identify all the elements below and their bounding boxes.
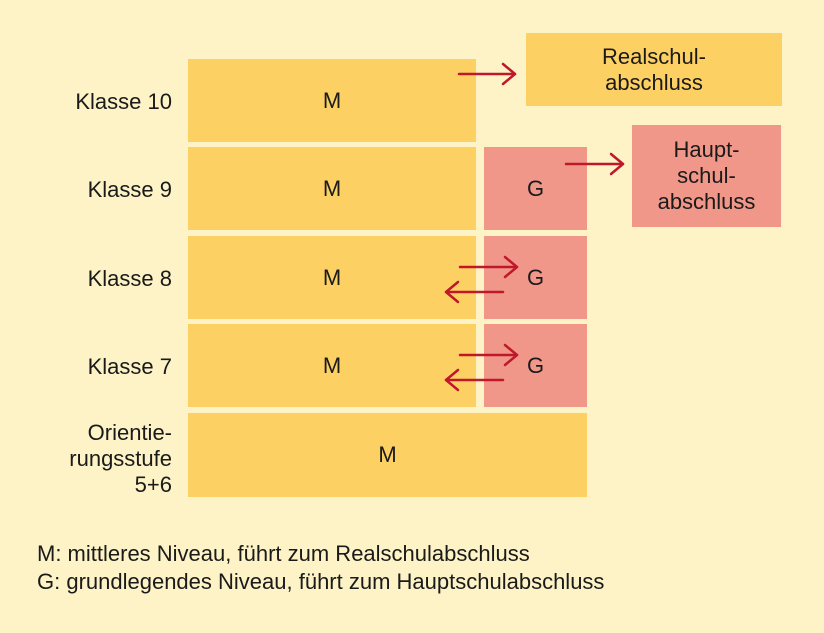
label-klasse-10: Klasse 10: [75, 89, 172, 114]
label-orient-line-1: Orientie-: [87, 420, 172, 445]
label-klasse-9: Klasse 9: [87, 177, 172, 202]
m-box-klasse-9-text: M: [322, 175, 342, 201]
arrow-k7-g-to-m-icon: [446, 370, 503, 390]
m-box-orientierungsstufe-text: M: [378, 442, 397, 467]
label-klasse-7: Klasse 7: [87, 354, 172, 379]
outcome-realschul-line-1: Realschul-: [602, 43, 706, 69]
outcome-hauptschul-line-2: schul-: [677, 163, 736, 188]
arrow-k7-m-to-g-icon: [460, 345, 517, 365]
arrow-k8-m-to-g-icon: [460, 257, 517, 277]
legend-g: G: grundlegendes Niveau, führt zum Hauptschulabschluss: [37, 569, 605, 594]
arrow-k8-g-to-m-icon: [446, 282, 503, 302]
m-box-klasse-8-text: M: [322, 264, 342, 290]
outcome-hauptschul-line-3: abschluss: [657, 189, 756, 214]
legend-m: M: mittleres Niveau, führt zum Realschulabschluss: [37, 541, 530, 566]
label-orient-line-2: rungsstufe: [69, 446, 172, 471]
g-box-klasse-7-text: G: [526, 352, 545, 378]
m-box-klasse-7-text: M: [322, 352, 342, 378]
label-orient-line-3: 5+6: [134, 472, 172, 497]
outcome-realschul-line-2: abschluss: [605, 69, 703, 95]
label-klasse-8: Klasse 8: [87, 266, 172, 291]
m-box-klasse-10-text: M: [322, 87, 342, 113]
outcome-hauptschul-line-1: Haupt-: [673, 137, 740, 162]
g-box-klasse-9-text: G: [526, 175, 545, 201]
arrow-to-hauptschul-icon: [566, 154, 623, 174]
arrow-to-realschul-icon: [459, 64, 515, 84]
g-box-klasse-8-text: G: [526, 264, 545, 290]
